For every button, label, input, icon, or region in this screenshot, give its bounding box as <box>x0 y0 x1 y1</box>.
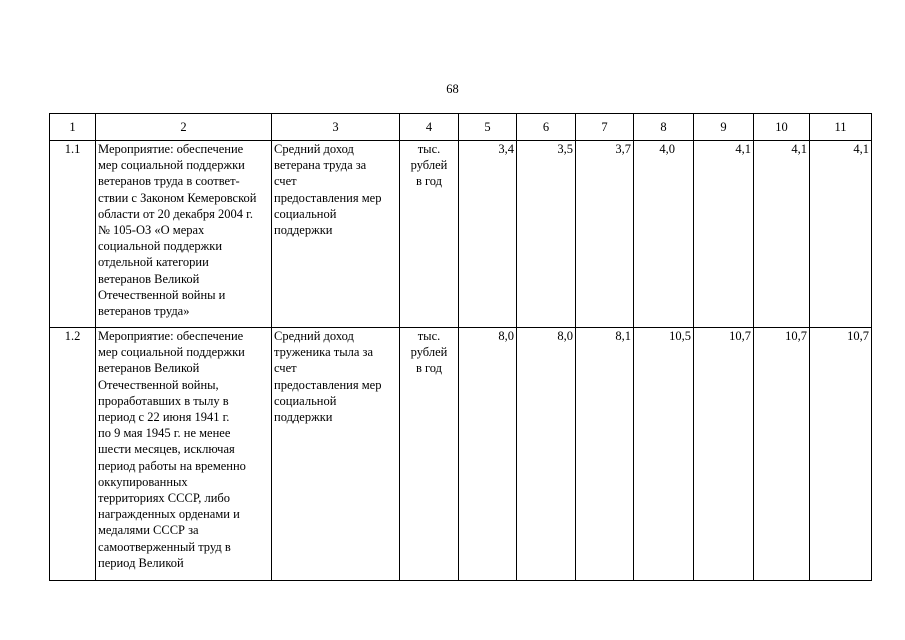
column-header: 4 <box>400 114 459 141</box>
value-cell: 4,1 <box>810 141 872 328</box>
unit-of-measure: тыс. рублей в год <box>400 141 459 328</box>
value-cell: 10,7 <box>754 328 810 581</box>
value-cell: 8,1 <box>576 328 634 581</box>
row-number: 1.1 <box>50 141 96 328</box>
value-cell: 8,0 <box>517 328 576 581</box>
value-cell: 4,0 <box>634 141 694 328</box>
column-header: 3 <box>272 114 400 141</box>
indicator-name: Средний доход ветерана труда за счет предоставления мер социальной поддержки <box>272 141 400 328</box>
column-header: 11 <box>810 114 872 141</box>
value-cell: 8,0 <box>459 328 517 581</box>
column-header: 10 <box>754 114 810 141</box>
column-header: 7 <box>576 114 634 141</box>
value-cell: 3,5 <box>517 141 576 328</box>
value-cell: 4,1 <box>754 141 810 328</box>
page-number: 68 <box>446 82 459 96</box>
value-cell: 3,4 <box>459 141 517 328</box>
indicators-table <box>49 113 872 581</box>
column-header: 8 <box>634 114 694 141</box>
column-header: 9 <box>694 114 754 141</box>
column-header: 6 <box>517 114 576 141</box>
unit-of-measure: тыс. рублей в год <box>400 328 459 581</box>
value-cell: 10,5 <box>634 328 694 581</box>
column-header: 2 <box>96 114 272 141</box>
value-cell: 3,7 <box>576 141 634 328</box>
header-row <box>50 114 872 141</box>
event-description: Мероприятие: обеспечение мер социальной поддержки ветеранов Великой Отечественной войны, проработавших в тылу в период с 22 июня 1941 г. по 9 мая 1945 г. не менее шести месяцев, исключая период работы на временно оккупированных территориях СССР, либо награжденных орденами и медалями СССР за самоотверженный труд в период Великой <box>96 328 272 581</box>
column-header: 5 <box>459 114 517 141</box>
event-description: Мероприятие: обеспечение мер социальной поддержки ветеранов труда в соответ- ствии с Законом Кемеровской области от 20 декабря 2004 г. № 105-ОЗ «О мерах социальной поддержки отдельной категории ветеранов Великой Отечественной войны и ветеранов труда» <box>96 141 272 328</box>
value-cell: 10,7 <box>810 328 872 581</box>
value-cell: 4,1 <box>694 141 754 328</box>
table-row <box>50 141 872 328</box>
column-header: 1 <box>50 114 96 141</box>
table-row <box>50 328 872 581</box>
indicator-name: Средний доход труженика тыла за счет предоставления мер социальной поддержки <box>272 328 400 581</box>
row-number: 1.2 <box>50 328 96 581</box>
value-cell: 10,7 <box>694 328 754 581</box>
